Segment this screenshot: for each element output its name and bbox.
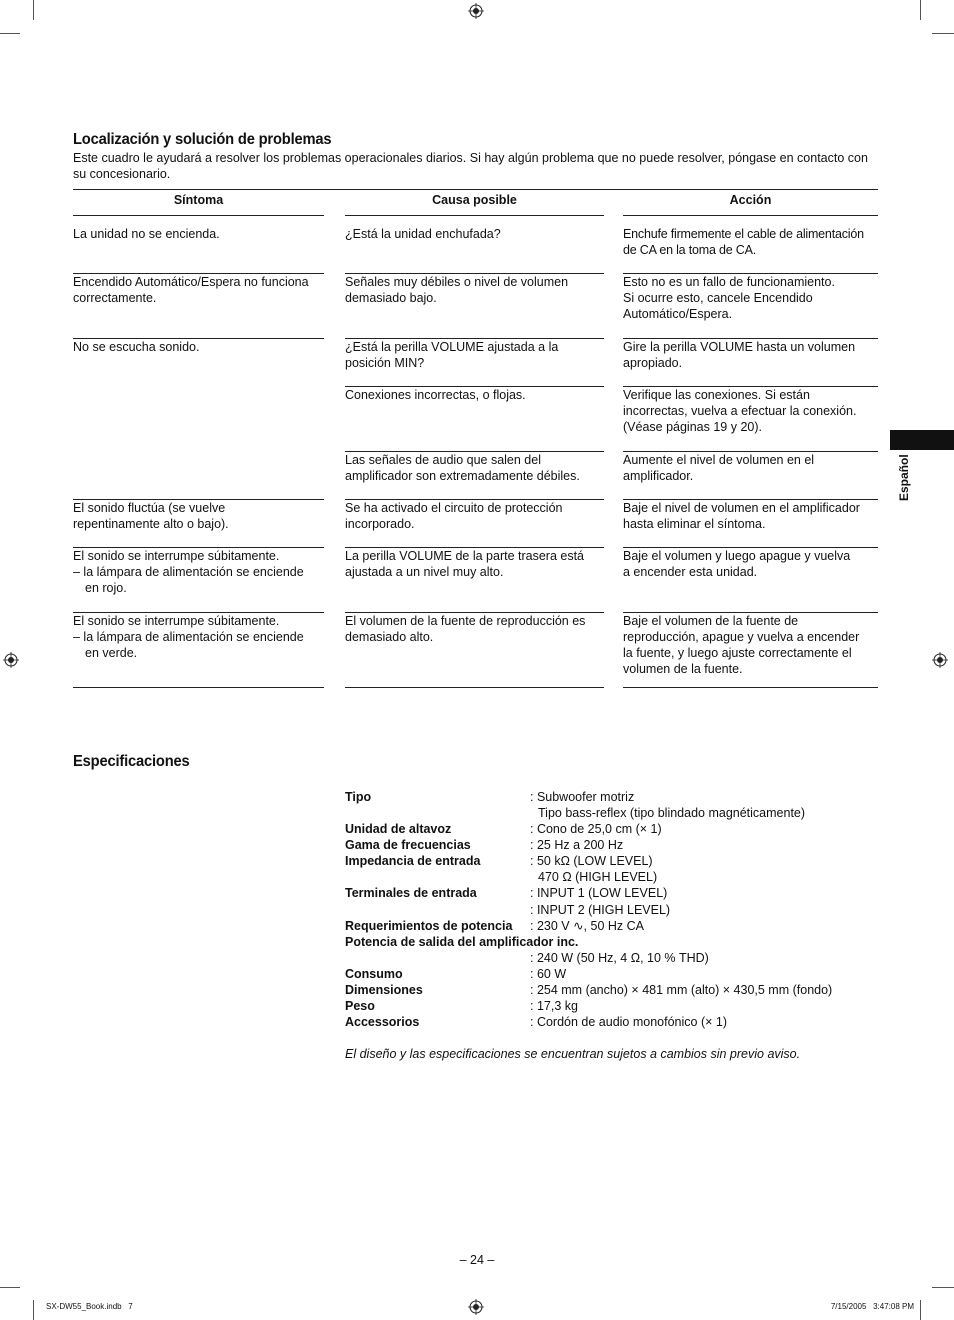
spec-value: : Subwoofer motriz	[530, 790, 635, 804]
cause-cell: Conexiones incorrectas, o flojas.	[345, 388, 526, 402]
cause-cell: La perilla VOLUME de la parte trasera está ajustada a un nivel muy alto.	[345, 549, 585, 579]
symptom-cell: El sonido se interrumpe súbitamente. – la lámpara de alimentación se enciende en verde.	[73, 614, 304, 660]
spec-label: Potencia de salida del amplificador inc.	[345, 935, 579, 949]
spec-value: : INPUT 1 (LOW LEVEL)	[530, 886, 668, 900]
row-rule	[623, 687, 878, 688]
action-cell: Gire la perilla VOLUME hasta un volumen apropiado.	[623, 340, 856, 370]
registration-mark-icon	[932, 652, 948, 668]
spec-value: : Cordón de audio monofónico (× 1)	[530, 1015, 727, 1029]
spec-value: : 25 Hz a 200 Hz	[530, 838, 624, 852]
action-cell: Enchufe firmemente el cable de alimentación de CA en la toma de CA.	[623, 227, 864, 257]
registration-mark-icon	[468, 3, 484, 19]
spec-value: 470 Ω (HIGH LEVEL)	[538, 870, 658, 884]
page-number: – 24 –	[459, 1253, 495, 1267]
crop-mark	[33, 0, 34, 20]
spec-label: Accessorios	[345, 1015, 420, 1029]
spec-value: : 17,3 kg	[530, 999, 578, 1013]
header-action: Acción	[729, 193, 772, 207]
language-tab-marker	[890, 430, 954, 450]
action-cell: Aumente el nivel de volumen en el amplificador.	[623, 453, 815, 483]
spec-label: Tipo	[345, 790, 372, 804]
crop-mark	[920, 0, 921, 20]
symptom-cell: Encendido Automático/Espera no funciona correctamente.	[73, 275, 309, 305]
symptom-cell: El sonido fluctúa (se vuelve repentinamente alto o bajo).	[73, 501, 229, 531]
registration-mark-icon	[3, 652, 19, 668]
spec-label: Unidad de altavoz	[345, 822, 452, 836]
crop-mark	[920, 1300, 921, 1320]
cause-cell: ¿Está la perilla VOLUME ajustada a la posición MIN?	[345, 340, 559, 370]
crop-mark	[932, 33, 954, 34]
spec-value: : INPUT 2 (HIGH LEVEL)	[530, 903, 671, 917]
cause-cell: Señales muy débiles o nivel de volumen demasiado bajo.	[345, 275, 569, 305]
footer-timestamp: 7/15/2005 3:47:08 PM	[830, 1302, 914, 1311]
spec-label: Peso	[345, 999, 375, 1013]
spec-label: Dimensiones	[345, 983, 423, 997]
cause-cell: ¿Está la unidad enchufada?	[345, 227, 501, 241]
action-cell: Esto no es un fallo de funcionamiento. Si ocurre esto, cancele Encendido Automático/Espera.	[623, 275, 835, 321]
symptom-cell: La unidad no se encienda.	[73, 227, 220, 241]
crop-mark	[33, 1300, 34, 1320]
specs-title: Especificaciones	[73, 753, 190, 770]
cause-cell: Se ha activado el circuito de protección incorporado.	[345, 501, 563, 531]
spec-label: Gama de frecuencias	[345, 838, 471, 852]
action-cell: Verifique las conexiones. Si están incorrectas, vuelva a efectuar la conexión. (Véase páginas 19 y 20).	[623, 388, 857, 434]
cause-cell: El volumen de la fuente de reproducción es demasiado alto.	[345, 614, 586, 644]
troubleshooting-title: Localización y solución de problemas	[73, 131, 332, 148]
spec-value: : 230 V ∿, 50 Hz CA	[530, 919, 644, 933]
troubleshooting-intro: Este cuadro le ayudará a resolver los problemas operacionales diarios. Si hay algún problema que no puede resolver, póngase en contacto con su concesionario.	[73, 151, 868, 181]
row-rule	[345, 687, 604, 688]
crop-mark	[0, 33, 20, 34]
spec-label: Terminales de entrada	[345, 886, 477, 900]
spec-value: : Cono de 25,0 cm (× 1)	[530, 822, 662, 836]
spec-value: : 60 W	[530, 967, 567, 981]
action-cell: Baje el nivel de volumen en el amplificador hasta eliminar el síntoma.	[623, 501, 860, 531]
crop-mark	[932, 1287, 954, 1288]
cause-cell: Las señales de audio que salen del amplificador son extremadamente débiles.	[345, 453, 580, 483]
header-cause: Causa posible	[432, 193, 517, 207]
spec-value: : 50 kΩ (LOW LEVEL)	[530, 854, 653, 868]
specs-note: El diseño y las especificaciones se encuentran sujetos a cambios sin previo aviso.	[345, 1047, 801, 1061]
spec-value: : 254 mm (ancho) × 481 mm (alto) × 430,5 mm (fondo)	[530, 983, 833, 997]
language-tab-label: Español	[897, 454, 911, 501]
crop-mark	[0, 1287, 20, 1288]
table-top-rule	[73, 189, 878, 190]
footer-file-info: SX-DW55_Book.indb 7	[46, 1302, 133, 1311]
spec-label: Impedancia de entrada	[345, 854, 481, 868]
action-cell: Baje el volumen de la fuente de reproducción, apague y vuelva a encender la fuente, y luego ajuste correctamente el volumen de la fuente.	[623, 614, 860, 676]
registration-mark-icon	[468, 1299, 484, 1315]
spec-value: Tipo bass-reflex (tipo blindado magnéticamente)	[538, 806, 806, 820]
row-rule	[73, 687, 324, 688]
symptom-cell: El sonido se interrumpe súbitamente. – la lámpara de alimentación se enciende en rojo.	[73, 549, 304, 595]
symptom-cell: No se escucha sonido.	[73, 340, 200, 354]
action-cell: Baje el volumen y luego apague y vuelva a encender esta unidad.	[623, 549, 851, 579]
row-rule	[73, 215, 324, 216]
row-rule	[623, 215, 878, 216]
header-symptom: Síntoma	[173, 193, 224, 207]
spec-label: Requerimientos de potencia	[345, 919, 513, 933]
row-rule	[345, 215, 604, 216]
spec-value: : 240 W (50 Hz, 4 Ω, 10 % THD)	[530, 951, 709, 965]
spec-label: Consumo	[345, 967, 403, 981]
